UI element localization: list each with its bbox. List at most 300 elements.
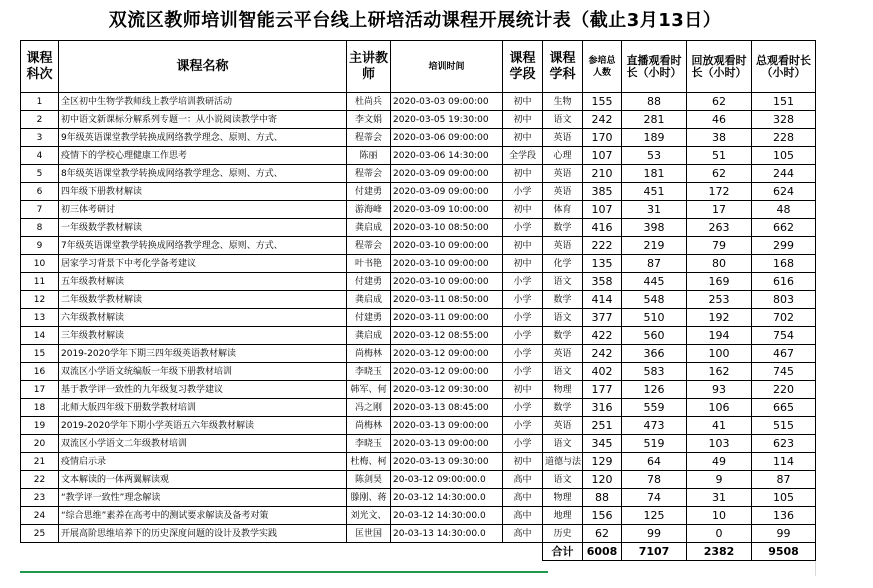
- header-subject: 课程学科: [543, 41, 583, 93]
- cell-stage: 初中: [503, 237, 543, 255]
- cell-live: 31: [622, 201, 687, 219]
- cell-subject: 数学: [543, 219, 583, 237]
- cell-teacher: 冯之刚: [347, 399, 391, 417]
- cell-replay: 263: [687, 219, 752, 237]
- cell-name: 2019-2020学年下期小学英语五六年级教材解读: [59, 417, 347, 435]
- cell-stage: 小学: [503, 399, 543, 417]
- cell-teacher: 龚启成: [347, 291, 391, 309]
- header-stage: 课程学段: [503, 41, 543, 93]
- cell-name: 2019-2020学年下期三四年级英语教材解读: [59, 345, 347, 363]
- cell-no: 23: [21, 489, 59, 507]
- cell-no: 21: [21, 453, 59, 471]
- cell-name: 双流区小学语文二年级教材培训: [59, 435, 347, 453]
- cell-live: 560: [622, 327, 687, 345]
- cell-total: 745: [752, 363, 816, 381]
- table-row: [21, 291, 816, 309]
- table-row: [21, 525, 816, 543]
- table-body: [21, 93, 816, 543]
- cell-participants: 316: [583, 399, 622, 417]
- header-time: 培训时间: [391, 41, 503, 93]
- cell-name: 疫情下的学校心理健康工作思考: [59, 147, 347, 165]
- cell-stage: 初中: [503, 93, 543, 111]
- cell-no: 4: [21, 147, 59, 165]
- header-participants: 参培总人数: [583, 41, 622, 93]
- cell-time: 20-03-12 14:30:00.0: [391, 507, 503, 525]
- cell-no: 20: [21, 435, 59, 453]
- cell-subject: 英语: [543, 237, 583, 255]
- cell-participants: 129: [583, 453, 622, 471]
- cell-stage: 小学: [503, 345, 543, 363]
- cell-time: 2020-03-11 08:50:00: [391, 291, 503, 309]
- cell-subject: 生物: [543, 93, 583, 111]
- cell-no: 2: [21, 111, 59, 129]
- cell-time: 2020-03-12 09:30:00: [391, 381, 503, 399]
- cell-total: 299: [752, 237, 816, 255]
- cell-stage: 初中: [503, 201, 543, 219]
- cell-teacher: 尚梅林: [347, 345, 391, 363]
- cell-no: 9: [21, 237, 59, 255]
- table-row: [21, 399, 816, 417]
- cell-subject: 英语: [543, 129, 583, 147]
- cell-teacher: 陈剑昊: [347, 471, 391, 489]
- cell-participants: 107: [583, 147, 622, 165]
- cell-time: 2020-03-12 09:00:00: [391, 363, 503, 381]
- stats-table: [20, 40, 816, 561]
- cell-time: 20-03-12 14:30:00.0: [391, 489, 503, 507]
- cell-stage: 小学: [503, 435, 543, 453]
- cell-live: 445: [622, 273, 687, 291]
- cell-no: 14: [21, 327, 59, 345]
- cell-total: 515: [752, 417, 816, 435]
- cell-time: 2020-03-12 08:55:00: [391, 327, 503, 345]
- cell-time: 20-03-12 09:00:00.0: [391, 471, 503, 489]
- cell-total: 105: [752, 489, 816, 507]
- totals-replay: 2382: [687, 543, 752, 561]
- cell-stage: 小学: [503, 309, 543, 327]
- cell-time: 2020-03-13 08:45:00: [391, 399, 503, 417]
- cell-stage: 初中: [503, 129, 543, 147]
- cell-stage: 小学: [503, 291, 543, 309]
- cell-name: 居家学习背景下中考化学备考建议: [59, 255, 347, 273]
- cell-subject: 英语: [543, 345, 583, 363]
- cell-live: 87: [622, 255, 687, 273]
- cell-participants: 402: [583, 363, 622, 381]
- cell-total: 87: [752, 471, 816, 489]
- cell-teacher: 李晓玉: [347, 363, 391, 381]
- table-row: [21, 201, 816, 219]
- cell-teacher: 杜尚兵: [347, 93, 391, 111]
- cell-time: 2020-03-09 09:00:00: [391, 183, 503, 201]
- cell-name: 三年级教材解读: [59, 327, 347, 345]
- cell-subject: 英语: [543, 183, 583, 201]
- header-replay: 回放观看时长（小时）: [687, 41, 752, 93]
- cell-participants: 422: [583, 327, 622, 345]
- table-row: [21, 453, 816, 471]
- cell-participants: 177: [583, 381, 622, 399]
- cell-participants: 156: [583, 507, 622, 525]
- cell-subject: 地理: [543, 507, 583, 525]
- table-row: [21, 165, 816, 183]
- cell-teacher: 匡世国: [347, 525, 391, 543]
- cell-name: “综合思维”素养在高考中的测试要求解读及备考对策: [59, 507, 347, 525]
- cell-stage: 高中: [503, 489, 543, 507]
- table-row: [21, 219, 816, 237]
- cell-total: 114: [752, 453, 816, 471]
- cell-time: 2020-03-09 10:00:00: [391, 201, 503, 219]
- cell-live: 99: [622, 525, 687, 543]
- cell-total: 105: [752, 147, 816, 165]
- cell-name: 8年级英语课堂教学转换成网络教学理念、原则、方式、: [59, 165, 347, 183]
- cell-live: 451: [622, 183, 687, 201]
- table-row: [21, 507, 816, 525]
- cell-teacher: 付建勇: [347, 183, 391, 201]
- cell-live: 473: [622, 417, 687, 435]
- cell-total: 623: [752, 435, 816, 453]
- cell-participants: 414: [583, 291, 622, 309]
- cell-teacher: 程蒂会: [347, 165, 391, 183]
- table-row: [21, 435, 816, 453]
- cell-time: 2020-03-13 09:30:00: [391, 453, 503, 471]
- cell-name: 北师大版四年级下册数学教材培训: [59, 399, 347, 417]
- cell-name: 9年级英语课堂教学转换成网络教学理念、原则、方式、: [59, 129, 347, 147]
- cell-time: 2020-03-06 14:30:00: [391, 147, 503, 165]
- cell-live: 74: [622, 489, 687, 507]
- cell-stage: 高中: [503, 525, 543, 543]
- cell-replay: 38: [687, 129, 752, 147]
- cell-name: 六年级教材解读: [59, 309, 347, 327]
- table-row: [21, 363, 816, 381]
- table-row: [21, 471, 816, 489]
- cell-participants: 251: [583, 417, 622, 435]
- table-row: [21, 237, 816, 255]
- cell-stage: 小学: [503, 183, 543, 201]
- cell-teacher: 程蒂会: [347, 237, 391, 255]
- totals-participants: 6008: [583, 543, 622, 561]
- cell-stage: 初中: [503, 165, 543, 183]
- cell-teacher: 龚启成: [347, 219, 391, 237]
- table-row: [21, 381, 816, 399]
- cell-total: 228: [752, 129, 816, 147]
- cell-replay: 253: [687, 291, 752, 309]
- table-row: [21, 255, 816, 273]
- cell-no: 11: [21, 273, 59, 291]
- cell-name: 初三体考研讨: [59, 201, 347, 219]
- cell-subject: 语文: [543, 435, 583, 453]
- cell-live: 126: [622, 381, 687, 399]
- cell-total: 151: [752, 93, 816, 111]
- cell-subject: 物理: [543, 381, 583, 399]
- cell-teacher: 尚梅林: [347, 417, 391, 435]
- cell-name: 一年级数学教材解读: [59, 219, 347, 237]
- cell-name: 开展高阶思维培养下的历史深度问题的设计及教学实践: [59, 525, 347, 543]
- cell-name: 五年级教材解读: [59, 273, 347, 291]
- cell-replay: 0: [687, 525, 752, 543]
- cell-subject: 语文: [543, 363, 583, 381]
- cell-no: 15: [21, 345, 59, 363]
- cell-live: 559: [622, 399, 687, 417]
- cell-no: 5: [21, 165, 59, 183]
- table-row: [21, 93, 816, 111]
- cell-subject: 物理: [543, 489, 583, 507]
- cell-participants: 222: [583, 237, 622, 255]
- cell-participants: 242: [583, 345, 622, 363]
- cell-subject: 语文: [543, 273, 583, 291]
- table-row: [21, 129, 816, 147]
- cell-replay: 79: [687, 237, 752, 255]
- cell-live: 78: [622, 471, 687, 489]
- table-row: [21, 147, 816, 165]
- cell-total: 467: [752, 345, 816, 363]
- cell-teacher: 滕刚、蒋: [347, 489, 391, 507]
- cell-live: 548: [622, 291, 687, 309]
- table-row: [21, 183, 816, 201]
- cell-stage: 小学: [503, 273, 543, 291]
- table-row: [21, 417, 816, 435]
- cell-replay: 106: [687, 399, 752, 417]
- cell-replay: 51: [687, 147, 752, 165]
- table-row: [21, 345, 816, 363]
- cell-total: 168: [752, 255, 816, 273]
- cell-participants: 242: [583, 111, 622, 129]
- cell-replay: 93: [687, 381, 752, 399]
- cell-subject: 化学: [543, 255, 583, 273]
- cell-replay: 162: [687, 363, 752, 381]
- totals-label: 合计: [543, 543, 583, 561]
- header-teacher: 主讲教师: [347, 41, 391, 93]
- cell-replay: 62: [687, 93, 752, 111]
- cell-subject: 语文: [543, 111, 583, 129]
- cell-stage: 全学段: [503, 147, 543, 165]
- selection-border: [20, 571, 548, 573]
- totals-total: 9508: [752, 543, 816, 561]
- header-name: 课程名称: [59, 41, 347, 93]
- cell-name: 基于教学评一致性的九年级复习教学建议: [59, 381, 347, 399]
- cell-total: 99: [752, 525, 816, 543]
- cell-live: 125: [622, 507, 687, 525]
- cell-replay: 172: [687, 183, 752, 201]
- cell-total: 624: [752, 183, 816, 201]
- cell-time: 2020-03-03 09:00:00: [391, 93, 503, 111]
- cell-no: 17: [21, 381, 59, 399]
- cell-no: 19: [21, 417, 59, 435]
- cell-no: 25: [21, 525, 59, 543]
- cell-name: 双流区小学语文统编版一年级下册教材培训: [59, 363, 347, 381]
- cell-total: 220: [752, 381, 816, 399]
- cell-time: 2020-03-09 09:00:00: [391, 165, 503, 183]
- totals-live: 7107: [622, 543, 687, 561]
- totals-blank: [59, 543, 347, 561]
- cell-live: 181: [622, 165, 687, 183]
- cell-live: 189: [622, 129, 687, 147]
- cell-stage: 初中: [503, 381, 543, 399]
- cell-teacher: 叶书艳: [347, 255, 391, 273]
- cell-teacher: 杜梅、柯: [347, 453, 391, 471]
- cell-total: 136: [752, 507, 816, 525]
- table-row: [21, 273, 816, 291]
- header-no: 课程科次: [21, 41, 59, 93]
- cell-subject: 英语: [543, 165, 583, 183]
- cell-live: 583: [622, 363, 687, 381]
- cell-total: 665: [752, 399, 816, 417]
- cell-total: 48: [752, 201, 816, 219]
- cell-subject: 体育: [543, 201, 583, 219]
- cell-no: 13: [21, 309, 59, 327]
- cell-total: 616: [752, 273, 816, 291]
- cell-stage: 小学: [503, 327, 543, 345]
- cell-total: 702: [752, 309, 816, 327]
- table-row: [21, 111, 816, 129]
- cell-replay: 10: [687, 507, 752, 525]
- cell-no: 6: [21, 183, 59, 201]
- cell-subject: 历史: [543, 525, 583, 543]
- cell-no: 10: [21, 255, 59, 273]
- cell-teacher: 李晓玉: [347, 435, 391, 453]
- header-total: 总观看时长（小时）: [752, 41, 816, 93]
- cell-live: 64: [622, 453, 687, 471]
- cell-replay: 31: [687, 489, 752, 507]
- cell-time: 20-03-13 14:30:00.0: [391, 525, 503, 543]
- cell-stage: 高中: [503, 507, 543, 525]
- header-row: [21, 41, 816, 93]
- totals-blank: [503, 543, 543, 561]
- cell-stage: 小学: [503, 417, 543, 435]
- cell-name: 疫情启示录: [59, 453, 347, 471]
- header-live: 直播观看时长（小时）: [622, 41, 687, 93]
- cell-time: 2020-03-13 09:00:00: [391, 417, 503, 435]
- cell-time: 2020-03-12 09:00:00: [391, 345, 503, 363]
- cell-replay: 169: [687, 273, 752, 291]
- page-title: 双流区教师培训智能云平台线上研培活动课程开展统计表（截止3月13日）: [108, 10, 722, 31]
- cell-replay: 100: [687, 345, 752, 363]
- cell-time: 2020-03-10 09:00:00: [391, 255, 503, 273]
- cell-teacher: 游海峰: [347, 201, 391, 219]
- cell-no: 1: [21, 93, 59, 111]
- cell-participants: 170: [583, 129, 622, 147]
- cell-live: 398: [622, 219, 687, 237]
- cell-live: 366: [622, 345, 687, 363]
- cell-subject: 数学: [543, 291, 583, 309]
- cell-participants: 385: [583, 183, 622, 201]
- cell-no: 7: [21, 201, 59, 219]
- cell-teacher: 陈丽: [347, 147, 391, 165]
- cell-stage: 初中: [503, 453, 543, 471]
- table-row: [21, 489, 816, 507]
- cell-name: 二年级数学教材解读: [59, 291, 347, 309]
- cell-subject: 英语: [543, 417, 583, 435]
- cell-stage: 初中: [503, 255, 543, 273]
- cell-participants: 155: [583, 93, 622, 111]
- cell-teacher: 付建勇: [347, 309, 391, 327]
- table-row: [21, 309, 816, 327]
- cell-subject: 数学: [543, 327, 583, 345]
- cell-teacher: 程蒂会: [347, 129, 391, 147]
- cell-stage: 初中: [503, 111, 543, 129]
- cell-replay: 192: [687, 309, 752, 327]
- cell-name: 文本解读的一体两翼解读观: [59, 471, 347, 489]
- cell-subject: 数学: [543, 399, 583, 417]
- cell-no: 12: [21, 291, 59, 309]
- totals-row: [21, 543, 816, 561]
- totals-blank: [21, 543, 59, 561]
- cell-time: 2020-03-11 09:00:00: [391, 309, 503, 327]
- cell-replay: 103: [687, 435, 752, 453]
- cell-no: 16: [21, 363, 59, 381]
- cell-name: 初中语文新课标分解系列专题一：从小说阅读教学中寄: [59, 111, 347, 129]
- cell-name: 7年级英语课堂教学转换成网络教学理念、原则、方式、: [59, 237, 347, 255]
- cell-total: 328: [752, 111, 816, 129]
- cell-replay: 9: [687, 471, 752, 489]
- cell-name: 四年级下册教材解读: [59, 183, 347, 201]
- cell-subject: 心理: [543, 147, 583, 165]
- cell-stage: 小学: [503, 219, 543, 237]
- cell-participants: 107: [583, 201, 622, 219]
- cell-total: 754: [752, 327, 816, 345]
- cell-replay: 80: [687, 255, 752, 273]
- cell-live: 88: [622, 93, 687, 111]
- cell-time: 2020-03-10 08:50:00: [391, 219, 503, 237]
- totals-blank: [391, 543, 503, 561]
- cell-teacher: 龚启成: [347, 327, 391, 345]
- cell-replay: 17: [687, 201, 752, 219]
- cell-participants: 135: [583, 255, 622, 273]
- cell-replay: 49: [687, 453, 752, 471]
- cell-time: 2020-03-10 09:00:00: [391, 273, 503, 291]
- cell-live: 519: [622, 435, 687, 453]
- cell-replay: 194: [687, 327, 752, 345]
- cell-participants: 120: [583, 471, 622, 489]
- cell-subject: 道德与法: [543, 453, 583, 471]
- cell-participants: 345: [583, 435, 622, 453]
- cell-no: 22: [21, 471, 59, 489]
- cell-participants: 416: [583, 219, 622, 237]
- cell-total: 803: [752, 291, 816, 309]
- cell-stage: 高中: [503, 471, 543, 489]
- table-row: [21, 327, 816, 345]
- cell-no: 18: [21, 399, 59, 417]
- cell-teacher: 付建勇: [347, 273, 391, 291]
- cell-teacher: 韩军、何: [347, 381, 391, 399]
- cell-no: 24: [21, 507, 59, 525]
- cell-name: “教学评一致性”理念解读: [59, 489, 347, 507]
- cell-teacher: 李文娟: [347, 111, 391, 129]
- totals-blank: [347, 543, 391, 561]
- cell-subject: 语文: [543, 471, 583, 489]
- cell-live: 510: [622, 309, 687, 327]
- cell-participants: 358: [583, 273, 622, 291]
- cell-time: 2020-03-06 09:00:00: [391, 129, 503, 147]
- cell-participants: 210: [583, 165, 622, 183]
- cell-teacher: 刘光文、: [347, 507, 391, 525]
- cell-live: 281: [622, 111, 687, 129]
- cell-time: 2020-03-13 09:00:00: [391, 435, 503, 453]
- cell-replay: 41: [687, 417, 752, 435]
- cell-time: 2020-03-05 19:30:00: [391, 111, 503, 129]
- cell-replay: 62: [687, 165, 752, 183]
- cell-total: 662: [752, 219, 816, 237]
- cell-total: 244: [752, 165, 816, 183]
- cell-no: 8: [21, 219, 59, 237]
- cell-name: 全区初中生物学教师线上教学培训教研活动: [59, 93, 347, 111]
- cell-live: 53: [622, 147, 687, 165]
- cell-replay: 46: [687, 111, 752, 129]
- cell-time: 2020-03-10 09:00:00: [391, 237, 503, 255]
- cell-participants: 88: [583, 489, 622, 507]
- cell-stage: 小学: [503, 363, 543, 381]
- cell-subject: 语文: [543, 309, 583, 327]
- cell-no: 3: [21, 129, 59, 147]
- cell-live: 219: [622, 237, 687, 255]
- cell-participants: 62: [583, 525, 622, 543]
